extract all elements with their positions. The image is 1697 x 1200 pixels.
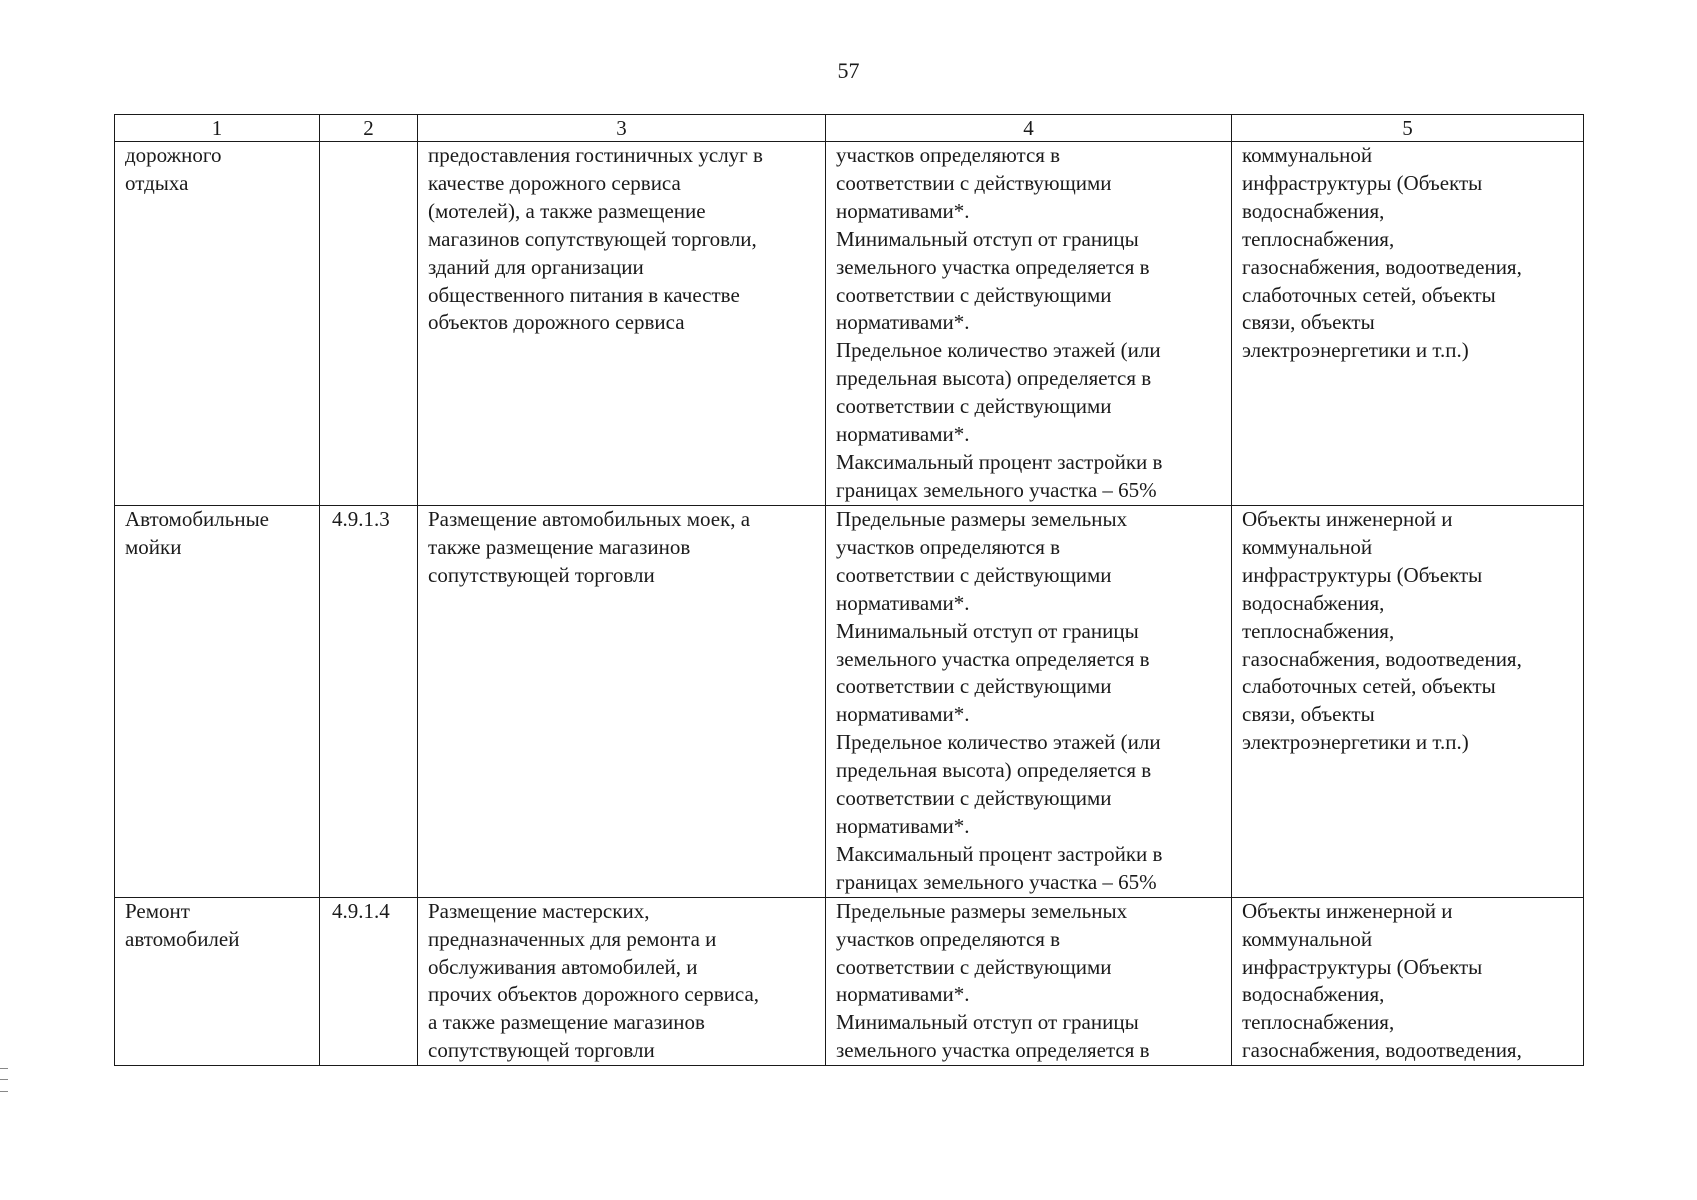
cell-text-line: объектов дорожного сервиса xyxy=(428,310,685,335)
header-cell: 3 xyxy=(418,115,826,142)
use-code-cell xyxy=(320,142,418,506)
cell-text-line: Предельные размеры земельных xyxy=(836,898,1128,923)
cell-text-line: нормативами*. xyxy=(836,198,970,223)
cell-text-line: нормативами*. xyxy=(836,813,970,838)
cell-text-line: Минимальный отступ от границы xyxy=(836,618,1139,643)
use-name-cell xyxy=(115,897,320,1065)
cell-text-line: соответствии с действующими xyxy=(836,674,1112,699)
table-row xyxy=(115,897,1584,1065)
header-cell: 2 xyxy=(320,115,418,142)
cell-text-line: (мотелей), а также размещение xyxy=(428,198,706,223)
cell-text-line: Предельное количество этажей (или xyxy=(836,338,1161,363)
cell-text-line: дорожного xyxy=(125,143,222,167)
cell-text-line: зданий для организации xyxy=(428,254,644,279)
table-row xyxy=(115,142,1584,506)
cell-text-line: газоснабжения, водоотведения, xyxy=(1242,646,1522,671)
cell-text-line: предназначенных для ремонта и xyxy=(428,926,717,951)
cell-text-line: инфраструктуры (Объекты xyxy=(1242,170,1483,195)
cell-text-line: Максимальный процент застройки в xyxy=(836,449,1163,474)
cell-text-line: нормативами*. xyxy=(836,422,970,447)
cell-text-line: также размещение магазинов xyxy=(428,534,691,559)
cell-text-line: соответствии с действующими xyxy=(836,394,1112,419)
cell-text-line: коммунальной xyxy=(1242,534,1373,559)
cell-text-line: водоснабжения, xyxy=(1242,590,1385,615)
cell-text-line: водоснабжения, xyxy=(1242,198,1385,223)
cell-text-line: электроэнергетики и т.п.) xyxy=(1242,730,1469,755)
cell-text-line: участков определяются в xyxy=(836,143,1061,167)
use-description-cell xyxy=(418,506,826,898)
use-name-cell xyxy=(115,506,320,898)
scan-edge-mark xyxy=(0,1068,8,1092)
cell-text-line: а также размещение магазинов xyxy=(428,1010,705,1035)
cell-text-line: соответствии с действующими xyxy=(836,954,1112,979)
cell-text-line: соответствии с действующими xyxy=(836,562,1112,587)
cell-text-line: теплоснабжения, xyxy=(1242,618,1395,643)
cell-text-line: участков определяются в xyxy=(836,926,1061,951)
use-name-cell xyxy=(115,142,320,506)
cell-text-line: обслуживания автомобилей, и xyxy=(428,954,698,979)
cell-text-line: нормативами*. xyxy=(836,590,970,615)
cell-text-line: Предельные размеры земельных xyxy=(836,507,1128,531)
use-description-cell xyxy=(418,142,826,506)
cell-text-line: газоснабжения, водоотведения, xyxy=(1242,1038,1522,1063)
cell-text-line: качестве дорожного сервиса xyxy=(428,170,681,195)
cell-text-line: предельная высота) определяется в xyxy=(836,366,1152,391)
cell-text-line: электроэнергетики и т.п.) xyxy=(1242,338,1469,363)
use-parameters-cell xyxy=(826,897,1232,1065)
cell-text-line: нормативами*. xyxy=(836,702,970,727)
use-code-cell xyxy=(320,897,418,1065)
cell-text-line: сопутствующей торговли xyxy=(428,562,655,587)
cell-text-line: слаботочных сетей, объекты xyxy=(1242,282,1496,307)
cell-text-line: предельная высота) определяется в xyxy=(836,758,1152,783)
cell-text-line: водоснабжения, xyxy=(1242,982,1385,1007)
cell-text-line: нормативами*. xyxy=(836,982,970,1007)
cell-text-line: связи, объекты xyxy=(1242,702,1375,727)
use-parameters-cell xyxy=(826,506,1232,898)
cell-text-line: отдыха xyxy=(125,170,189,195)
cell-text-line: границах земельного участка – 65% xyxy=(836,477,1157,502)
cell-text-line: соответствии с действующими xyxy=(836,282,1112,307)
auxiliary-uses-cell xyxy=(1232,142,1584,506)
cell-text-line: инфраструктуры (Объекты xyxy=(1242,954,1483,979)
cell-text-line: инфраструктуры (Объекты xyxy=(1242,562,1483,587)
table-body xyxy=(115,142,1584,1066)
auxiliary-uses-cell xyxy=(1232,506,1584,898)
table-row xyxy=(115,506,1584,898)
cell-text-line: общественного питания в качестве xyxy=(428,282,740,307)
header-cell: 4 xyxy=(826,115,1232,142)
header-row xyxy=(115,115,1584,142)
cell-text-line: Размещение автомобильных моек, а xyxy=(428,507,751,531)
cell-text-line: Объекты инженерной и xyxy=(1242,507,1453,531)
cell-text-line: Максимальный процент застройки в xyxy=(836,841,1163,866)
cell-text-line: Объекты инженерной и xyxy=(1242,898,1453,923)
use-parameters-cell xyxy=(826,142,1232,506)
cell-text-line: Минимальный отступ от границы xyxy=(836,1010,1139,1035)
cell-text-line: Размещение мастерских, xyxy=(428,898,650,923)
cell-text-line: коммунальной xyxy=(1242,143,1373,167)
cell-text-line: границах земельного участка – 65% xyxy=(836,869,1157,894)
header-cell: 1 xyxy=(115,115,320,142)
cell-text-line: магазинов сопутствующей торговли, xyxy=(428,226,757,251)
cell-text-line: теплоснабжения, xyxy=(1242,1010,1395,1035)
cell-text-line: предоставления гостиничных услуг в xyxy=(428,143,763,167)
cell-text-line: земельного участка определяется в xyxy=(836,646,1150,671)
use-description-cell xyxy=(418,897,826,1065)
cell-text-line: земельного участка определяется в xyxy=(836,1038,1150,1063)
cell-text-line: Ремонт xyxy=(125,898,190,923)
cell-text-line: соответствии с действующими xyxy=(836,170,1112,195)
cell-text-line: сопутствующей торговли xyxy=(428,1038,655,1063)
cell-text-line: 4.9.1.3 xyxy=(332,507,390,531)
cell-text-line: участков определяются в xyxy=(836,534,1061,559)
cell-text-line: прочих объектов дорожного сервиса, xyxy=(428,982,760,1007)
cell-text-line: земельного участка определяется в xyxy=(836,254,1150,279)
cell-text-line: Автомобильные xyxy=(125,507,269,531)
cell-text-line: связи, объекты xyxy=(1242,310,1375,335)
use-code-cell xyxy=(320,506,418,898)
cell-text-line: нормативами*. xyxy=(836,310,970,335)
cell-text-line: теплоснабжения, xyxy=(1242,226,1395,251)
land-use-table xyxy=(114,114,1584,1066)
cell-text-line: газоснабжения, водоотведения, xyxy=(1242,254,1522,279)
header-cell: 5 xyxy=(1232,115,1584,142)
cell-text-line: соответствии с действующими xyxy=(836,786,1112,811)
cell-text-line: автомобилей xyxy=(125,926,240,951)
cell-text-line: Минимальный отступ от границы xyxy=(836,226,1139,251)
cell-text-line: 4.9.1.4 xyxy=(332,898,390,923)
cell-text-line: мойки xyxy=(125,534,182,559)
cell-text-line: коммунальной xyxy=(1242,926,1373,951)
auxiliary-uses-cell xyxy=(1232,897,1584,1065)
cell-text-line: Предельное количество этажей (или xyxy=(836,730,1161,755)
cell-text-line: слаботочных сетей, объекты xyxy=(1242,674,1496,699)
page-number: 57 xyxy=(837,58,860,83)
